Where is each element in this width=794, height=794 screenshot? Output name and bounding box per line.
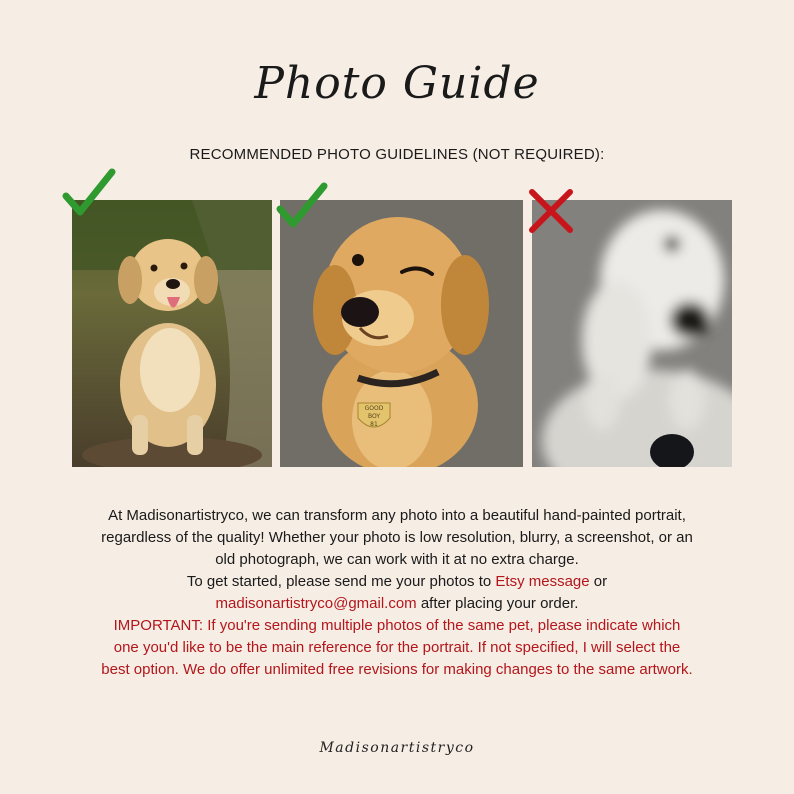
tag-text-line-2: BOY — [367, 413, 381, 420]
important-notice: IMPORTANT: If you're sending multiple photos of the same pet, please indicate which one you'd like to be the main reference for the portrait. If not specified, I will select the best option. We do offer unlimited free revisions for making changes to the same artwork. — [101, 617, 693, 678]
instructions-end: after placing your order. — [416, 595, 579, 612]
cross-icon — [526, 186, 576, 240]
photo-example-good-1 — [72, 200, 272, 467]
photo-example-bad — [532, 200, 732, 467]
tag-text-line-1: GOOD — [364, 405, 384, 412]
page-title: Photo Guide — [254, 58, 540, 109]
intro-paragraph: At Madisonartistryco, we can transform any photo into a beautiful hand-painted portrait, regardless of the quality! Whether your photo is low resolution, blurry, a screenshot, or an old photograph, we can work with it at no extra charge. — [101, 507, 693, 568]
etsy-message-link[interactable]: Etsy message — [495, 573, 590, 590]
checkmark-icon — [276, 182, 328, 238]
instructions-or: or — [589, 573, 608, 590]
instructions-start: To get started, please send me your photos to — [186, 573, 496, 590]
checkmark-icon — [62, 168, 116, 226]
footer-signature: Madisonartistryco — [319, 740, 475, 756]
description-text — [100, 505, 694, 681]
photo-example-good-2 — [280, 200, 523, 467]
email-link[interactable]: madisonartistryco@gmail.com — [215, 595, 417, 612]
page-subtitle: RECOMMENDED PHOTO GUIDELINES (NOT REQUIRED): — [189, 146, 605, 163]
instructions-paragraph — [100, 571, 694, 615]
tag-text-line-3: 81 — [370, 421, 378, 428]
